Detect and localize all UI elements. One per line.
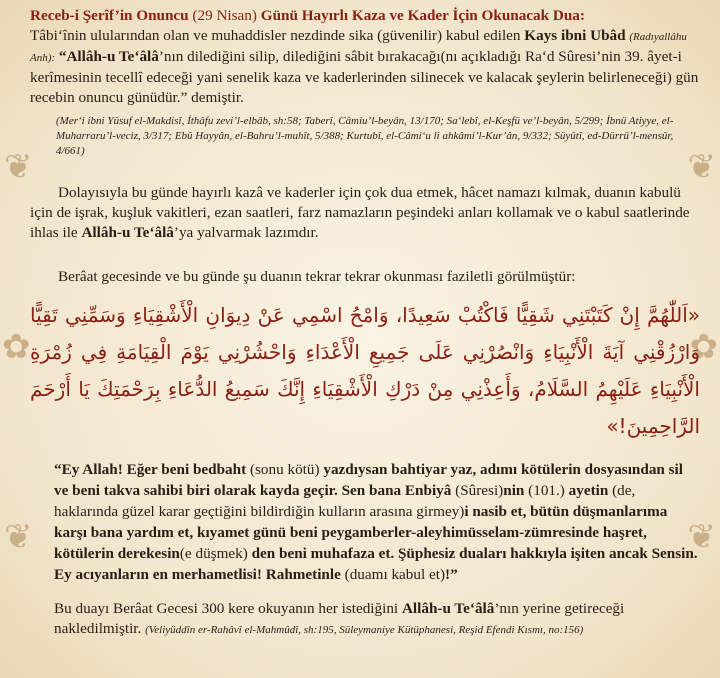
- intro-text-1: Tâbi‘înin ulularından olan ve muhaddisler nezdinde sika (güvenilir) kabul edilen: [30, 27, 521, 44]
- page-title: [30, 6, 700, 26]
- narrator-honorific: (Radıyallâhu Anh):: [30, 31, 687, 64]
- document-body: [30, 6, 700, 640]
- arabic-dua: «اَللّٰهُمَّ إِنْ كَتَبْتَنِي شَقِيًّا فَاكْتُبْ سَعِيدًا، وَامْحُ اسْمِي عَنْ دِيوَانِ الْأَشْقِيَاءِ وَسَمِّنِي تَقِيًّا وَارْزُقْنِي آيَةَ الْأَنْبِيَاءِ وَانْصُرْنِي عَلَى جَمِيعِ الْأَعْدَاءِ وَاحْشُرْنِي يَوْمَ الْقِيَامَةِ فِي زُمْرَةِ الْأَنْبِيَاءِ عَلَيْهِمُ السَّلَامُ، وَأَعِذْنِي مِنْ دَرْكِ الْأَشْقِيَاءِ إِنَّكَ سَمِيعُ الدُّعَاءِ بِرَحْمَتِكَ يَا أَرْحَمَ الرَّاحِمِينَ!»: [30, 303, 700, 438]
- para2-text-2: ’ya yalvarmak lazımdır.: [173, 224, 319, 241]
- title-part-2: Günü Hayırlı Kaza ve Kader İçin Okunacak Dua:: [260, 7, 585, 24]
- allah-name: Allâh-u Te‘âlâ: [401, 600, 495, 617]
- floral-ornament-icon: ✿: [2, 327, 31, 367]
- citation: (Mer‘i ibni Yûsuf el-Makdisî, İthâfu zevi’l-elbâb, sh:58; Taberî, Câmiu’l-beyân, 13/170; Sa‘lebî, el-Keşfü ve’l-beyân, 5/299; İbnü Atiyye, el-Muharraru’l-veciz, 3/317; Ebû Hayyân, el-Bahru’l-muhît, 5/388; Kurtubî, el-Câmi‘u li ahkâmi’l-Kur’ân, 9/332; Süyûtî, ed-Dürrü’l-mensûr, 4/661): [56, 115, 674, 157]
- floral-ornament-icon: ❦: [687, 517, 716, 557]
- quote-open: “: [58, 48, 67, 65]
- intro-text-3: demiştir.: [191, 89, 244, 106]
- closing-paragraph: [30, 599, 700, 640]
- intro-text-2: ’nın dilediğini silip, dilediğini sâbit bırakacağı(nı açıkladığı Ra‘d Sûresi’nin 39. âyet-i kerîmesinin tecellî edeceği yani senelik kaza ve kaderlerinden silinecek ve kalacak şeylerin belirleneceği) gün recebin onuncu günüdür.”: [30, 48, 699, 106]
- title-part-1: Receb-i Şerîf’in Onuncu: [30, 7, 189, 24]
- closing-text-2: ’nın yerine getireceği nakledilmiştir.: [54, 600, 625, 637]
- paragraph-3: Berâat gecesinde ve bu günde şu duanın tekrar tekrar okunması faziletli görülmüştür:: [58, 268, 576, 285]
- title-date: (29 Nisan): [192, 7, 257, 24]
- para2-text-1: Dolayısıyla bu günde hayırlı kazâ ve kaderler için çok dua etmek, hâcet namazı kılmak, duanın kabulü için de işrak, kuşluk vakitleri, ezan saatleri, farz namazların peşindeki anları kollamak ve o kabul saatlerinde ihlas ile: [30, 184, 690, 241]
- closing-source: (Veliyüddîn er-Rahâvî el-Mahmûdî, sh:195, Süleymaniye Kütüphanesi, Reşid Efendi Kısmı, no:156): [145, 624, 584, 636]
- floral-ornament-icon: ❦: [4, 517, 33, 557]
- floral-ornament-icon: ❦: [687, 147, 716, 187]
- paragraph-2: [30, 183, 700, 243]
- narrator-name: Kays ibni Ubâd: [524, 27, 626, 44]
- floral-ornament-icon: ✿: [689, 327, 718, 367]
- dua-translation: “Ey Allah! Eğer beni bedbaht (sonu kötü) yazdıysan bahtiyar yaz, adımı kötülerin dosyasından sil ve beni takva sahibi biri olarak kayda geçir. Sen bana Enbiyâ (Sûresi)nin (101.) ayetin (de, haklarında güzel karar geçtiğini bildirdiğin kulların arasına girmey)i nasib et, bütün düşmanlarıma karşı bana yardım et, kıyamet günü beni peygamberler-aleyhimüsselam-zümresinde haşret, kötülerin derekesin(e düşmek) den beni muhafaza et. Şüphesiz duaları hakkıyla işiten ancak Sensin. Ey acıyanların en merhametlisi! Rahmetinle (duamı kabul et)!”: [54, 461, 698, 583]
- allah-name: Allâh-u Te‘âlâ: [81, 224, 174, 241]
- allah-name: Allâh-u Te‘âlâ: [66, 48, 159, 65]
- intro-paragraph: [30, 26, 700, 108]
- floral-ornament-icon: ❦: [4, 147, 33, 187]
- closing-text-1: Bu duayı Berâat Gecesi 300 kere okuyanın her istediğini: [54, 600, 399, 617]
